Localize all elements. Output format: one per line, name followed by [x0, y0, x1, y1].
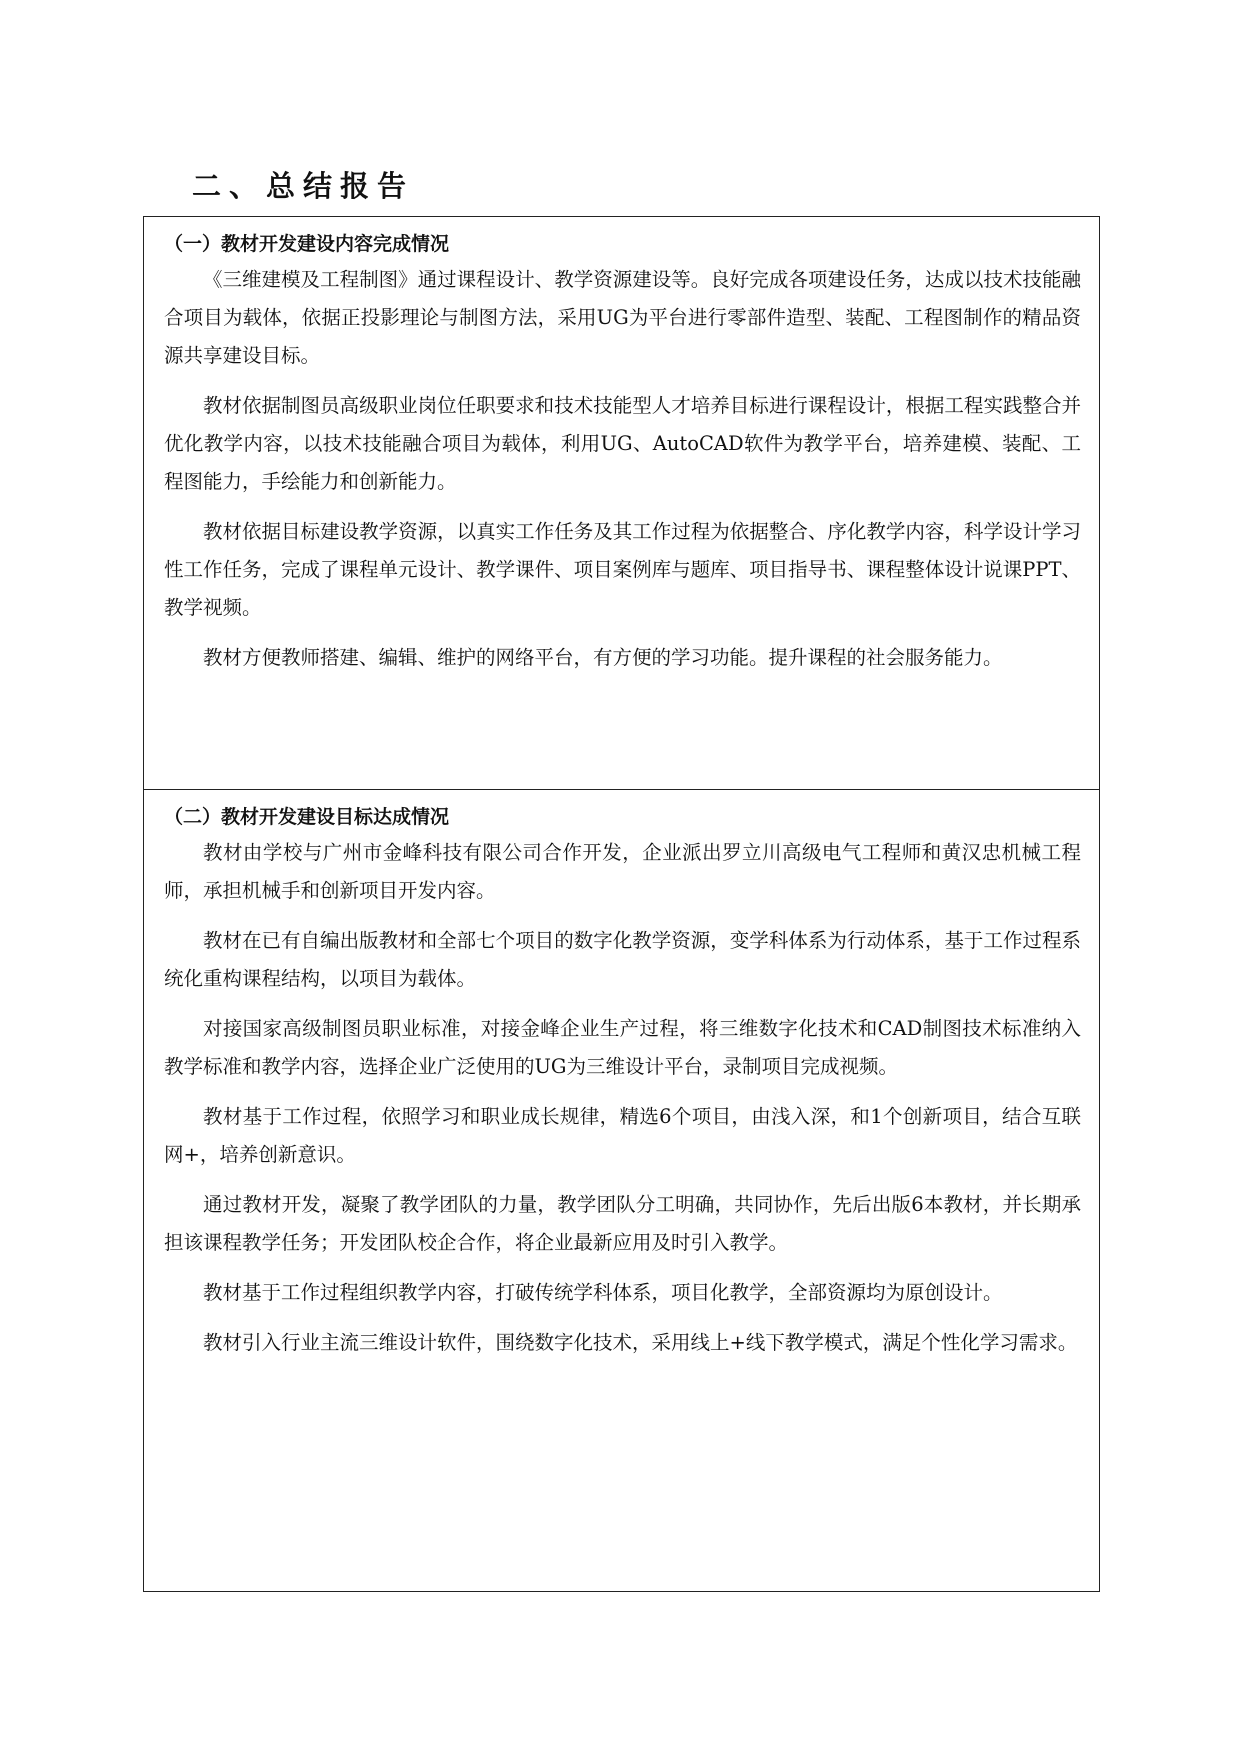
- paragraph: 教材依据制图员高级职业岗位任职要求和技术技能型人才培养目标进行课程设计，根据工程实践整合并优化教学内容，以技术技能融合项目为载体，利用UG、AutoCAD软件为教学平台，培养建模、装配、工程图能力，手绘能力和创新能力。: [164, 394, 1081, 493]
- paragraph: 教材依据目标建设教学资源，以真实工作任务及其工作过程为依据整合、序化教学内容，科学设计学习性工作任务，完成了课程单元设计、教学课件、项目案例库与题库、项目指导书、课程整体设计说课PPT、教学视频。: [164, 520, 1081, 619]
- paragraph: 教材基于工作过程，依照学习和职业成长规律，精选6个项目，由浅入深，和1个创新项目，结合互联网+，培养创新意识。: [164, 1105, 1081, 1166]
- section-goal-achievement: [144, 790, 1099, 1591]
- paragraph: 通过教材开发，凝聚了教学团队的力量，教学团队分工明确，共同协作，先后出版6本教材，并长期承担该课程教学任务；开发团队校企合作，将企业最新应用及时引入教学。: [164, 1193, 1081, 1254]
- paragraph: 教材由学校与广州市金峰科技有限公司合作开发，企业派出罗立川高级电气工程师和黄汉忠机械工程师，承担机械手和创新项目开发内容。: [164, 841, 1081, 902]
- paragraph: 《三维建模及工程制图》通过课程设计、教学资源建设等。良好完成各项建设任务，达成以技术技能融合项目为载体，依据正投影理论与制图方法，采用UG为平台进行零部件造型、装配、工程图制作的精品资源共享建设目标。: [164, 268, 1081, 367]
- document-title: 二、总结报告: [192, 169, 415, 203]
- paragraph: 对接国家高级制图员职业标准，对接金峰企业生产过程，将三维数字化技术和CAD制图技术标准纳入教学标准和教学内容，选择企业广泛使用的UG为三维设计平台，录制项目完成视频。: [164, 1017, 1081, 1078]
- section-heading: （二）教材开发建设目标达成情况: [164, 806, 450, 828]
- report-table: [143, 216, 1100, 1592]
- paragraph: 教材引入行业主流三维设计软件，围绕数字化技术，采用线上+线下教学模式，满足个性化学习需求。: [203, 1331, 1078, 1354]
- section-heading: （一）教材开发建设内容完成情况: [164, 233, 450, 255]
- paragraph: 教材在已有自编出版教材和全部七个项目的数字化教学资源，变学科体系为行动体系，基于工作过程系统化重构课程结构，以项目为载体。: [164, 929, 1081, 990]
- paragraph: 教材方便教师搭建、编辑、维护的网络平台，有方便的学习功能。提升课程的社会服务能力。: [203, 646, 1003, 669]
- section-content-completion: [144, 217, 1099, 790]
- paragraph: 教材基于工作过程组织教学内容，打破传统学科体系，项目化教学，全部资源均为原创设计。: [203, 1281, 1003, 1304]
